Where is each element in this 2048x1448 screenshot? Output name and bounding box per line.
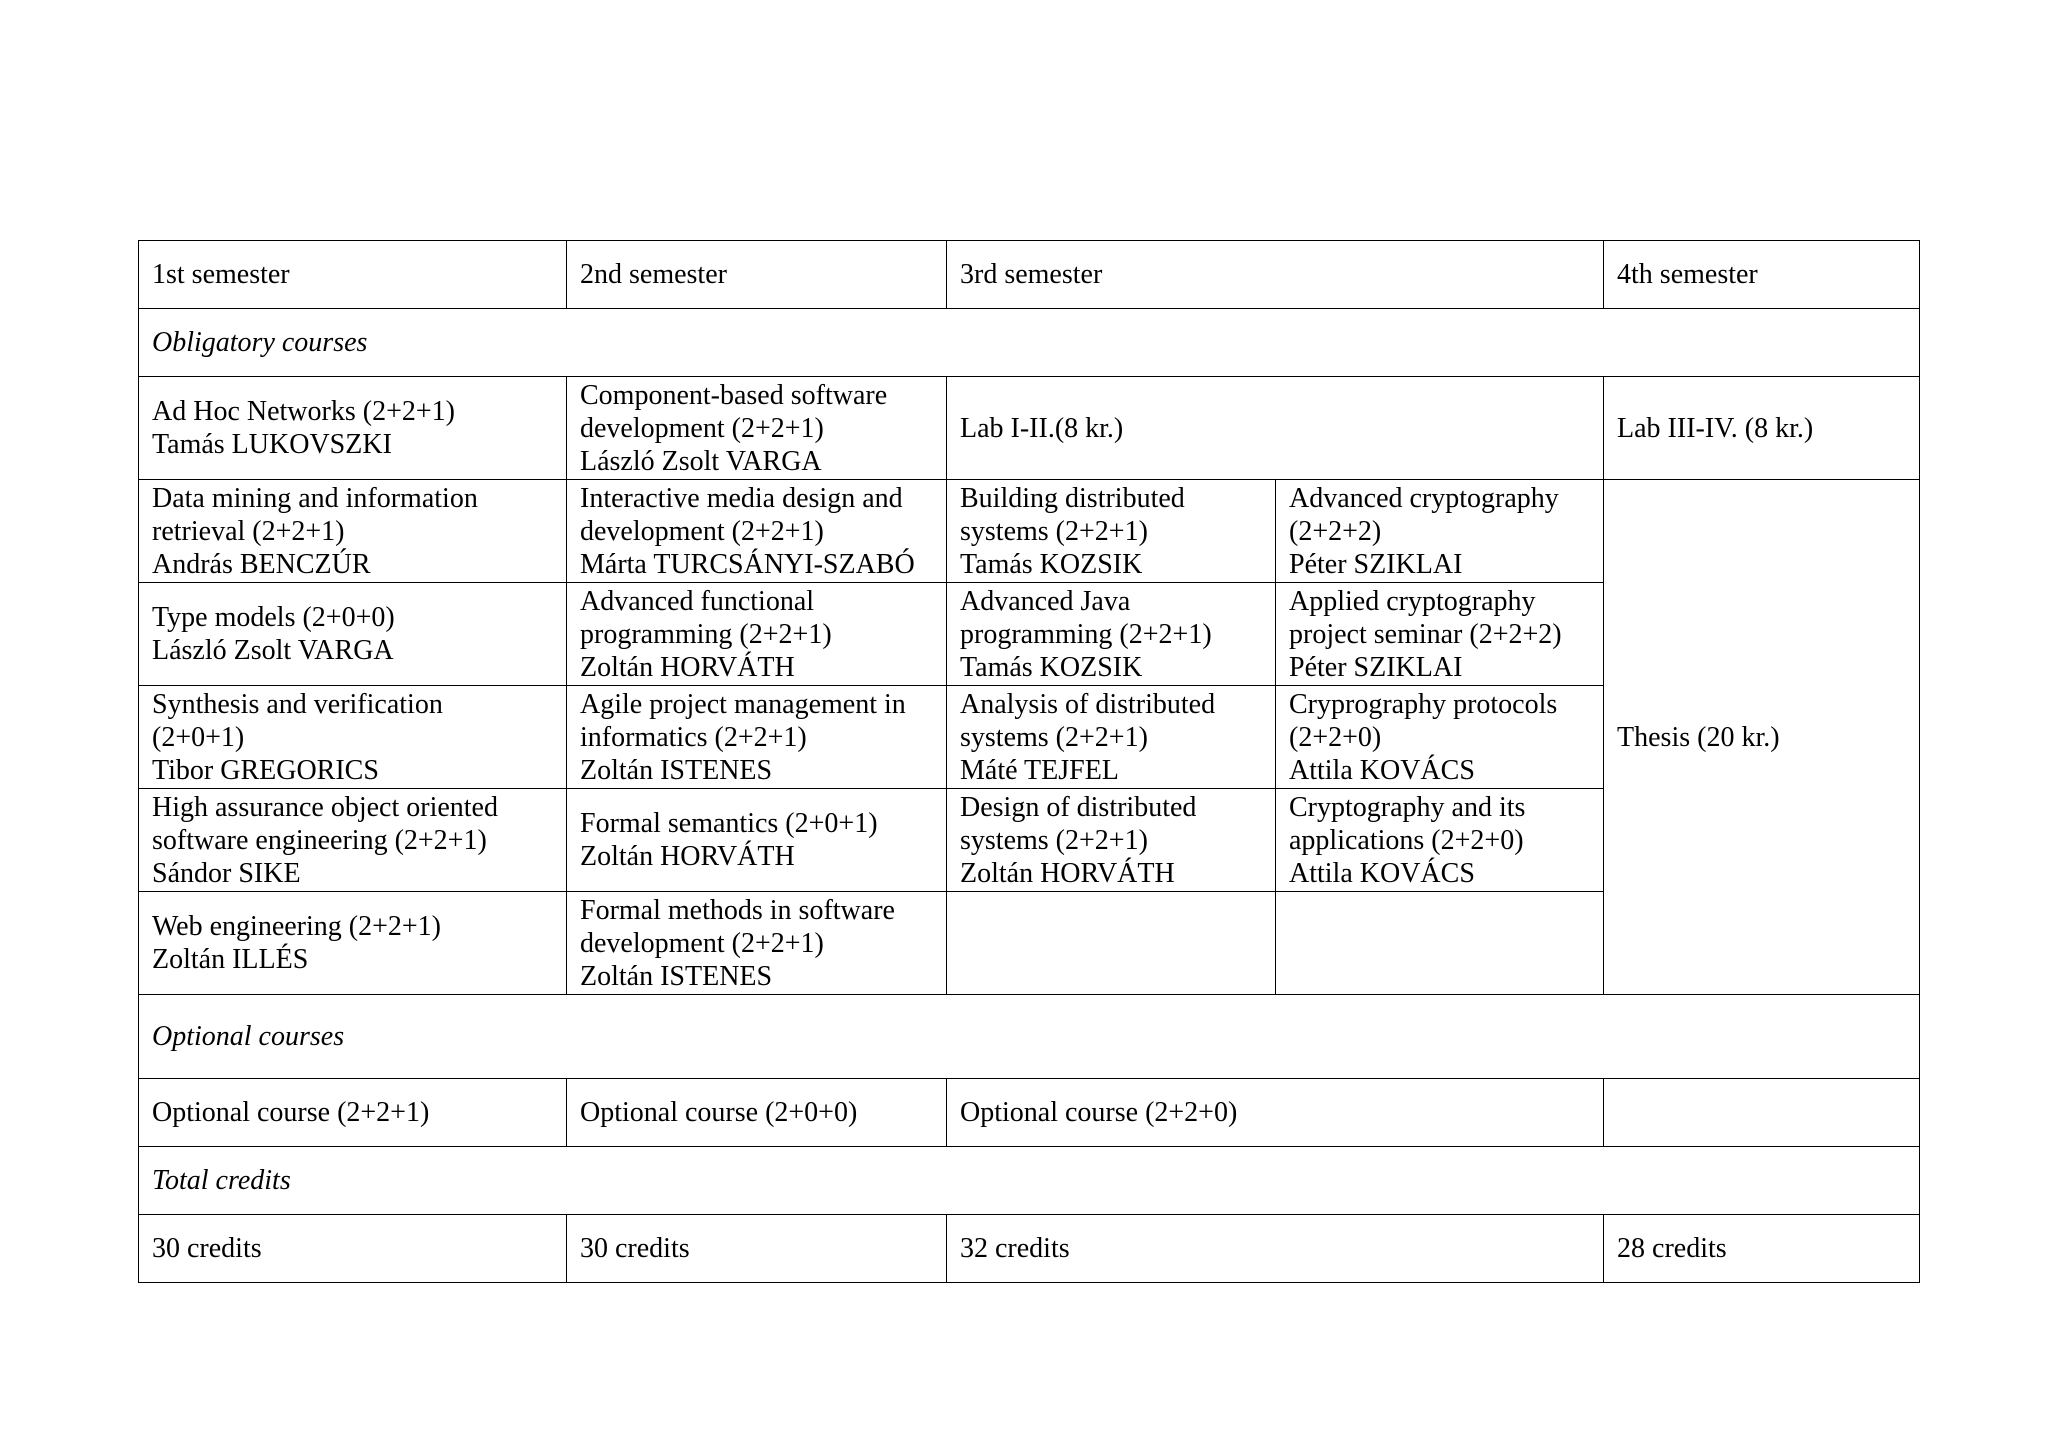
course-cell: Web engineering (2+2+1) Zoltán ILLÉS [139, 892, 567, 995]
credits-semester-2: 30 credits [567, 1215, 947, 1283]
lab-1-2-cell: Lab I-II.(8 kr.) [947, 377, 1604, 480]
semester-4-header: 4th semester [1604, 241, 1920, 309]
course-cell: Agile project management in informatics (2+2+1) Zoltán ISTENES [567, 686, 947, 789]
course-cell: Formal semantics (2+0+1) Zoltán HORVÁTH [567, 789, 947, 892]
semester-2-header: 2nd semester [567, 241, 947, 309]
course-cell: Component-based software development (2+2+1) László Zsolt VARGA [567, 377, 947, 480]
semester-header-row [139, 241, 1920, 309]
table-row [139, 480, 1920, 583]
optional-courses-heading: Optional courses [139, 995, 1920, 1079]
credits-row [139, 1215, 1920, 1283]
course-cell: Building distributed systems (2+2+1) Tamás KOZSIK [947, 480, 1276, 583]
optional-course-cell: Optional course (2+0+0) [567, 1079, 947, 1147]
table-row [139, 377, 1920, 480]
course-cell: Formal methods in software development (2+2+1) Zoltán ISTENES [567, 892, 947, 995]
course-cell: Advanced Java programming (2+2+1) Tamás KOZSIK [947, 583, 1276, 686]
course-cell: Interactive media design and development (2+2+1) Márta TURCSÁNYI-SZABÓ [567, 480, 947, 583]
semester-1-header: 1st semester [139, 241, 567, 309]
optional-course-cell: Optional course (2+2+0) [947, 1079, 1604, 1147]
course-cell: High assurance object oriented software engineering (2+2+1) Sándor SIKE [139, 789, 567, 892]
course-cell: Ad Hoc Networks (2+2+1) Tamás LUKOVSZKI [139, 377, 567, 480]
lab-3-4-cell: Lab III-IV. (8 kr.) [1604, 377, 1920, 480]
optional-course-cell [1604, 1079, 1920, 1147]
credits-semester-4: 28 credits [1604, 1215, 1920, 1283]
course-cell: Advanced functional programming (2+2+1) Zoltán HORVÁTH [567, 583, 947, 686]
course-cell: Analysis of distributed systems (2+2+1) Máté TEJFEL [947, 686, 1276, 789]
section-row [139, 995, 1920, 1079]
total-credits-heading: Total credits [139, 1147, 1920, 1215]
course-cell: Data mining and information retrieval (2+2+1) András BENCZÚR [139, 480, 567, 583]
empty-cell [947, 892, 1276, 995]
section-row [139, 309, 1920, 377]
course-cell: Type models (2+0+0) László Zsolt VARGA [139, 583, 567, 686]
course-cell: Cryprography protocols (2+2+0) Attila KOVÁCS [1276, 686, 1604, 789]
credits-semester-1: 30 credits [139, 1215, 567, 1283]
course-cell: Synthesis and verification (2+0+1) Tibor GREGORICS [139, 686, 567, 789]
obligatory-courses-heading: Obligatory courses [139, 309, 1920, 377]
section-row [139, 1147, 1920, 1215]
course-cell: Cryptography and its applications (2+2+0) Attila KOVÁCS [1276, 789, 1604, 892]
optional-course-cell: Optional course (2+2+1) [139, 1079, 567, 1147]
course-cell: Design of distributed systems (2+2+1) Zoltán HORVÁTH [947, 789, 1276, 892]
curriculum-table [138, 240, 1920, 1283]
empty-cell [1276, 892, 1604, 995]
credits-semester-3: 32 credits [947, 1215, 1604, 1283]
table-row [139, 1079, 1920, 1147]
thesis-cell: Thesis (20 kr.) [1604, 480, 1920, 995]
course-cell: Advanced cryptography (2+2+2) Péter SZIKLAI [1276, 480, 1604, 583]
semester-3-header: 3rd semester [947, 241, 1604, 309]
course-cell: Applied cryptography project seminar (2+2+2) Péter SZIKLAI [1276, 583, 1604, 686]
